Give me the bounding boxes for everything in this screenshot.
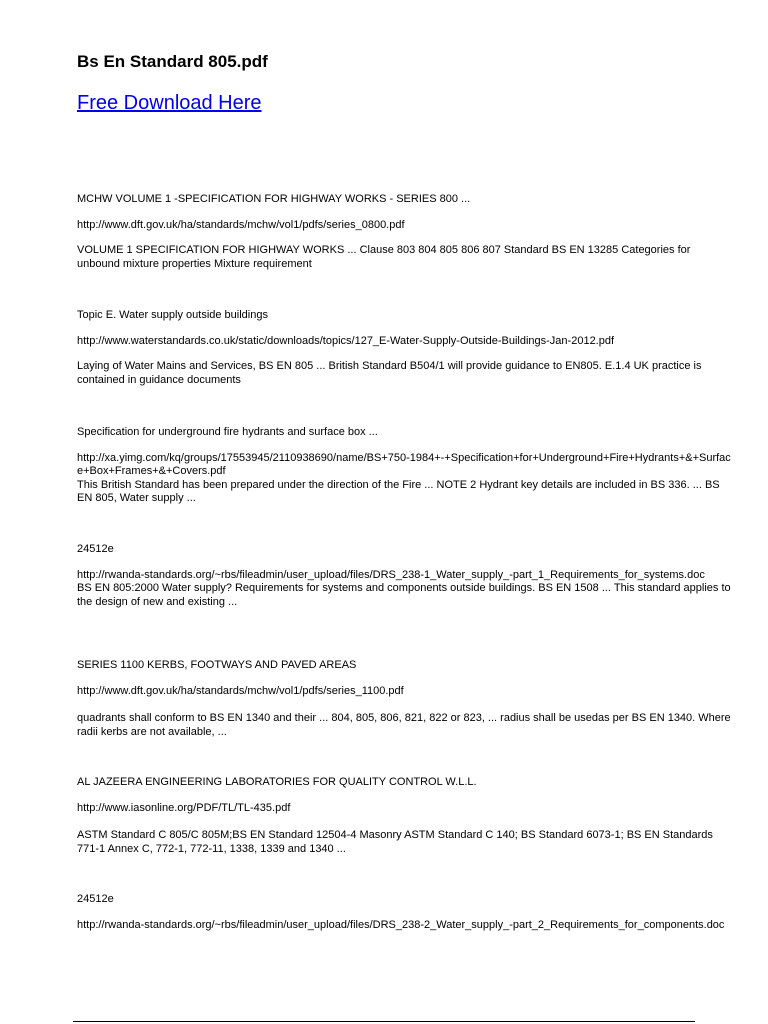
result-item — [77, 426, 732, 506]
result-url[interactable]: http://xa.yimg.com/kq/groups/17553945/2110938690/name/BS+750-1984+-+Specification+for+Underground+Fire+Hydrants+&+Surface+Box+Frames+&+Covers.pdf — [77, 451, 731, 477]
result-title: SERIES 1100 KERBS, FOOTWAYS AND PAVED AREAS — [77, 659, 357, 671]
result-url[interactable]: http://www.dft.gov.uk/ha/standards/mchw/vol1/pdfs/series_0800.pdf — [77, 218, 405, 231]
result-url[interactable]: http://rwanda-standards.org/~rbs/fileadmin/user_upload/files/DRS_238-1_Water_supply_-part_1_Requirements_for_systems.doc — [77, 568, 705, 581]
result-url[interactable]: http://www.waterstandards.co.uk/static/downloads/topics/127_E-Water-Supply-Outside-Buildings-Jan-2012.pdf — [77, 334, 615, 347]
result-item — [77, 776, 732, 856]
result-snippet: VOLUME 1 SPECIFICATION FOR HIGHWAY WORKS ... Clause 803 804 805 806 807 Standard BS EN 13285 Categories for unbound mixture properties Mixture requirement — [77, 244, 691, 270]
result-snippet: quadrants shall conform to BS EN 1340 and their ... 804, 805, 806, 821, 822 or 823, ... radius shall be usedas per BS EN 1340. Where radii kerbs are not available, ... — [77, 712, 731, 738]
result-snippet: This British Standard has been prepared under the direction of the Fire ... NOTE 2 Hydrant key details are included in BS 336. ... BS EN 805, Water supply ... — [77, 478, 720, 504]
document-title: Bs En Standard 805.pdf — [77, 52, 268, 71]
result-title: Topic E. Water supply outside buildings — [77, 309, 268, 321]
result-snippet: BS EN 805:2000 Water supply? Requirements for systems and components outside buildings. BS EN 1508 ... This standard applies to the design of new and existing ... — [77, 582, 731, 608]
result-snippet: Laying of Water Mains and Services, BS EN 805 ... British Standard B504/1 will provide guidance to EN805. E.1.4 UK practice is contained in guidance documents — [77, 360, 702, 386]
result-item — [77, 893, 732, 932]
result-url[interactable]: http://www.iasonline.org/PDF/TL/TL-435.pdf — [77, 801, 291, 814]
result-title: Specification for underground fire hydrants and surface box ... — [77, 426, 378, 438]
page-bottom-rule — [73, 1021, 695, 1022]
result-url[interactable]: http://rwanda-standards.org/~rbs/fileadmin/user_upload/files/DRS_238-2_Water_supply_-part_2_Requirements_for_components.doc — [77, 918, 725, 931]
result-item — [77, 309, 732, 387]
result-title: 24512e — [77, 893, 114, 905]
result-title: 24512e — [77, 543, 114, 555]
result-item — [77, 193, 732, 271]
free-download-link[interactable]: Free Download Here — [77, 92, 262, 114]
result-snippet: ASTM Standard C 805/C 805M;BS EN Standard 12504-4 Masonry ASTM Standard C 140; BS Standard 6073-1; BS EN Standards 771-1 Annex C, 772-1, 772-11, 1338, 1339 and 1340 ... — [77, 829, 713, 855]
result-title: AL JAZEERA ENGINEERING LABORATORIES FOR QUALITY CONTROL W.L.L. — [77, 776, 477, 788]
result-title: MCHW VOLUME 1 -SPECIFICATION FOR HIGHWAY WORKS - SERIES 800 ... — [77, 193, 471, 205]
result-url[interactable]: http://www.dft.gov.uk/ha/standards/mchw/vol1/pdfs/series_1100.pdf — [77, 684, 404, 697]
result-item — [77, 543, 732, 609]
result-item — [77, 659, 732, 739]
